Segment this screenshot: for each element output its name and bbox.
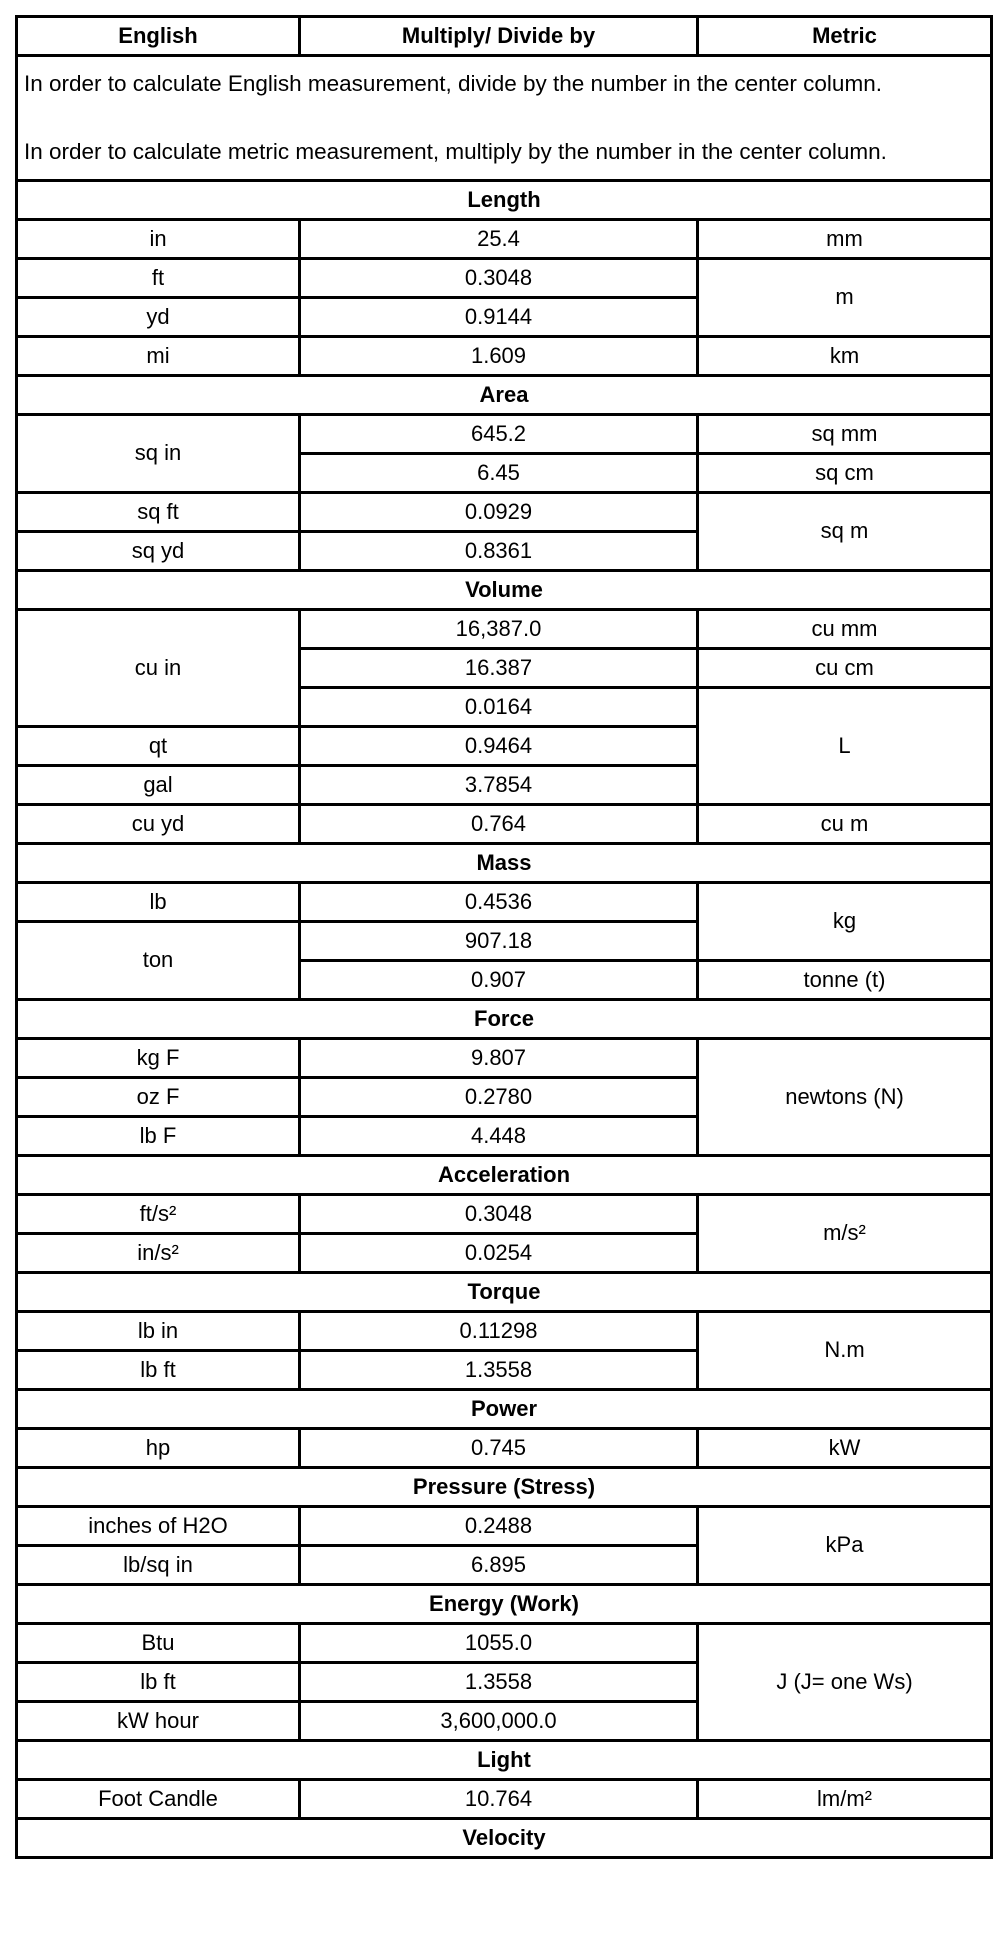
section-area: Area [17,376,992,415]
factor-value: 9.807 [300,1039,698,1078]
factor-value: 0.11298 [300,1312,698,1351]
section-volume: Volume [17,571,992,610]
section-mass: Mass [17,844,992,883]
english-unit: inches of H2O [17,1507,300,1546]
metric-unit: tonne (t) [698,961,992,1000]
section-energy: Energy (Work) [17,1585,992,1624]
table-row [17,610,992,649]
english-unit: lb ft [17,1351,300,1390]
instructions-row [17,56,992,181]
metric-unit: sq cm [698,454,992,493]
instruction-metric: In order to calculate metric measurement, multiply by the number in the center column. [24,139,887,164]
section-power: Power [17,1390,992,1429]
factor-value: 0.2488 [300,1507,698,1546]
factor-value: 1.3558 [300,1663,698,1702]
factor-value: 10.764 [300,1780,698,1819]
table-row [17,1507,992,1546]
metric-unit: sq m [698,493,992,571]
english-unit: lb in [17,1312,300,1351]
header-row [17,17,992,56]
table-row [17,1039,992,1078]
metric-unit: cu m [698,805,992,844]
english-unit: lb/sq in [17,1546,300,1585]
header-factor: Multiply/ Divide by [300,17,698,56]
section-torque: Torque [17,1273,992,1312]
table-row [17,1195,992,1234]
english-unit: Btu [17,1624,300,1663]
english-unit: cu yd [17,805,300,844]
metric-unit: kg [698,883,992,961]
table-row [17,1312,992,1351]
table-row [17,1624,992,1663]
table-row [17,1429,992,1468]
section-pressure: Pressure (Stress) [17,1468,992,1507]
factor-value: 1.3558 [300,1351,698,1390]
table-row [17,415,992,454]
factor-value: 3.7854 [300,766,698,805]
english-unit: ton [17,922,300,1000]
factor-value: 4.448 [300,1117,698,1156]
table-row [17,220,992,259]
metric-unit: N.m [698,1312,992,1390]
section-light: Light [17,1741,992,1780]
metric-unit: cu mm [698,610,992,649]
factor-value: 0.9144 [300,298,698,337]
english-unit: sq in [17,415,300,493]
header-english: English [17,17,300,56]
factor-value: 0.4536 [300,883,698,922]
english-unit: cu in [17,610,300,727]
table-row [17,805,992,844]
english-unit: ft [17,259,300,298]
factor-value: 0.0164 [300,688,698,727]
english-unit: hp [17,1429,300,1468]
factor-value: 0.745 [300,1429,698,1468]
metric-unit: km [698,337,992,376]
factor-value: 6.45 [300,454,698,493]
factor-value: 0.0254 [300,1234,698,1273]
factor-value: 0.907 [300,961,698,1000]
metric-unit: J (J= one Ws) [698,1624,992,1741]
metric-unit: kW [698,1429,992,1468]
english-unit: oz F [17,1078,300,1117]
metric-unit: kPa [698,1507,992,1585]
english-unit: qt [17,727,300,766]
english-unit: lb F [17,1117,300,1156]
english-unit: kg F [17,1039,300,1078]
english-unit: ft/s² [17,1195,300,1234]
english-unit: in/s² [17,1234,300,1273]
section-length: Length [17,181,992,220]
table-row [17,883,992,922]
english-unit: sq ft [17,493,300,532]
factor-value: 16,387.0 [300,610,698,649]
english-unit: sq yd [17,532,300,571]
factor-value: 0.3048 [300,259,698,298]
factor-value: 0.8361 [300,532,698,571]
table-row [17,1780,992,1819]
factor-value: 0.764 [300,805,698,844]
factor-value: 645.2 [300,415,698,454]
conversion-table [15,15,993,1859]
metric-unit: newtons (N) [698,1039,992,1156]
english-unit: kW hour [17,1702,300,1741]
factor-value: 0.9464 [300,727,698,766]
instructions-cell [17,56,992,181]
factor-value: 6.895 [300,1546,698,1585]
table-row [17,493,992,532]
english-unit: Foot Candle [17,1780,300,1819]
metric-unit: lm/m² [698,1780,992,1819]
english-unit: yd [17,298,300,337]
english-unit: gal [17,766,300,805]
section-acceleration: Acceleration [17,1156,992,1195]
factor-value: 25.4 [300,220,698,259]
factor-value: 16.387 [300,649,698,688]
section-force: Force [17,1000,992,1039]
english-unit: lb [17,883,300,922]
factor-value: 0.2780 [300,1078,698,1117]
english-unit: mi [17,337,300,376]
factor-value: 907.18 [300,922,698,961]
metric-unit: m [698,259,992,337]
factor-value: 1.609 [300,337,698,376]
factor-value: 1055.0 [300,1624,698,1663]
section-velocity: Velocity [17,1819,992,1858]
metric-unit: cu cm [698,649,992,688]
table-row [17,337,992,376]
instruction-english: In order to calculate English measurement, divide by the number in the center column. [24,71,882,96]
factor-value: 0.0929 [300,493,698,532]
factor-value: 0.3048 [300,1195,698,1234]
metric-unit: L [698,688,992,805]
metric-unit: sq mm [698,415,992,454]
metric-unit: m/s² [698,1195,992,1273]
english-unit: in [17,220,300,259]
factor-value: 3,600,000.0 [300,1702,698,1741]
table-row [17,259,992,298]
metric-unit: mm [698,220,992,259]
english-unit: lb ft [17,1663,300,1702]
header-metric: Metric [698,17,992,56]
